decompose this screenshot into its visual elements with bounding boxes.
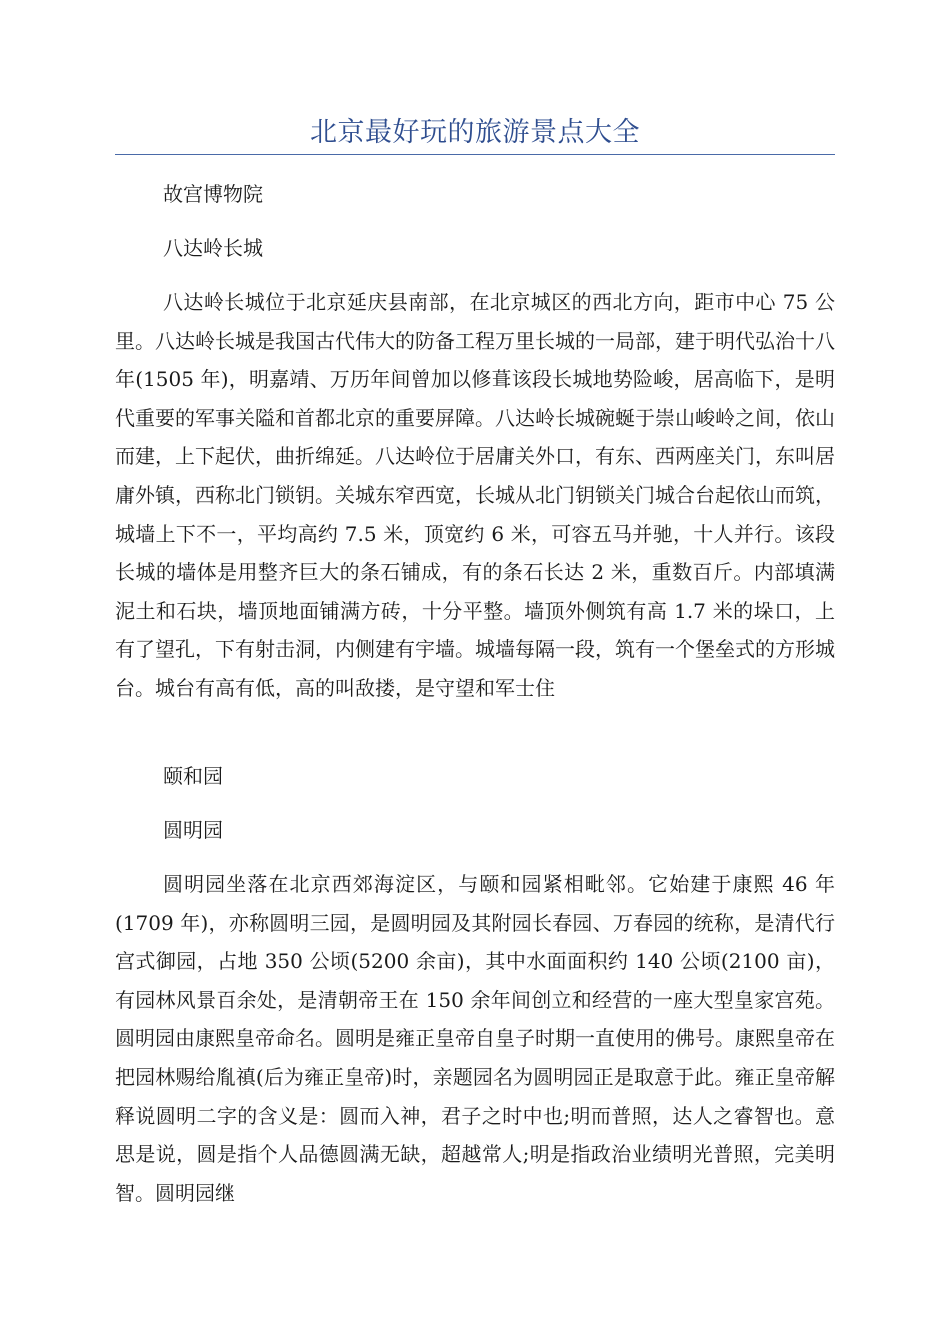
section-paragraph-badaling: 八达岭长城位于北京延庆县南部，在北京城区的西北方向，距市中心 75 公里。八达岭长城是我国古代伟大的防备工程万里长城的一局部，建于明代弘治十八年(1505 年)，明嘉靖、万历年间曾加以修葺该段长城地势险峻，居高临下，是明代重要的军事关隘和首都北京的重要屏障。八达岭长城碗蜒于崇山峻岭之间，依山而建，上下起伏，曲折绵延。八达岭位于居庸关外口，有东、西两座关门，东叫居庸外镇，西称北门锁钥。关城东窄西宽，长城从北门钥锁关门城合台起依山而筑，城墙上下不一，平均高约 7.5 米，顶宽约 6 米，可容五马并驰，十人并行。该段长城的墙体是用整齐巨大的条石铺成，有的条石长达 2 米，重数百斤。内部填满泥土和石块，墙顶地面铺满方砖，十分平整。墙顶外侧筑有高 1.7 米的垛口，上有了望孔，下有射击洞，内侧建有宇墙。城墙每隔一段，筑有一个堡垒式的方形城台。城台有高有低，高的叫敌搂，是守望和军士住 bbox=[115, 290, 835, 700]
section-heading-yuanmingyuan: 圆明园 bbox=[163, 818, 223, 842]
section-heading-badaling: 八达岭长城 bbox=[163, 236, 263, 260]
section-heading-yiheyuan: 颐和园 bbox=[163, 764, 223, 788]
document-title: 北京最好玩的旅游景点大全 bbox=[310, 117, 640, 148]
document-page bbox=[115, 0, 835, 1205]
section-heading-gugong: 故宫博物院 bbox=[163, 182, 263, 206]
title-underline bbox=[115, 154, 835, 155]
section-paragraph-yuanmingyuan: 圆明园坐落在北京西郊海淀区，与颐和园紧相毗邻。它始建于康熙 46 年(1709 年)，亦称圆明三园，是圆明园及其附园长春园、万春园的统称，是清代行宫式御园，占地 350 公顷(5200 余亩)，其中水面面积约 140 公顷(2100 亩)，有园林风景百余处，是清朝帝王在 150 余年间创立和经营的一座大型皇家宫苑。圆明园由康熙皇帝命名。圆明是雍正皇帝自皇子时期一直使用的佛号。康熙皇帝在把园林赐给胤禛(后为雍正皇帝)时，亲题园名为圆明园正是取意于此。雍正皇帝解释说圆明二字的含义是：圆而入神，君子之时中也;明而普照，达人之睿智也。意思是说，圆是指个人品德圆满无缺，超越常人;明是指政治业绩明光普照，完美明智。圆明园继 bbox=[115, 872, 835, 1205]
